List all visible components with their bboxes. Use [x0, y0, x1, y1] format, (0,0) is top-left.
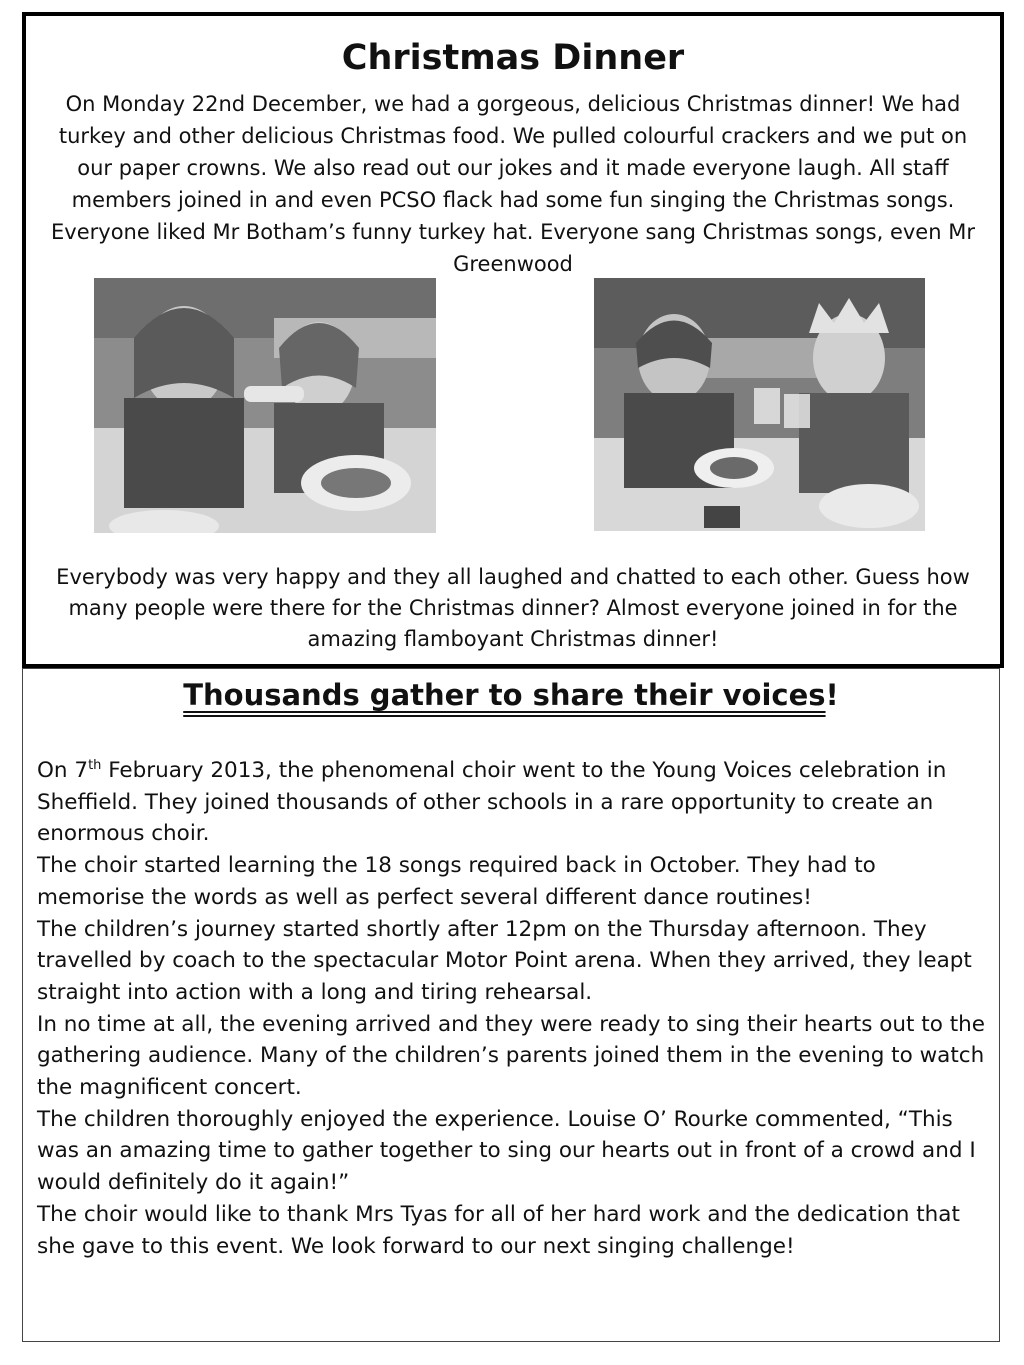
- young-voices-title-text: Thousands gather to share their voices: [183, 678, 826, 712]
- p1-pre: On 7: [37, 758, 89, 783]
- paragraph-4: In no time at all, the evening arrived and they were ready to sing their hearts out to the gathering audience. Many of the children’s parents joined them in the evening to watch the magnificent concert.: [37, 1011, 985, 1101]
- paragraph-1: [37, 755, 987, 850]
- christmas-dinner-article: [22, 12, 1004, 668]
- christmas-dinner-outro: Everybody was very happy and they all laughed and chatted to each other. Guess how many people were there for the Christmas dinner? Almost everyone joined in for the amazing flamboyant Christmas dinner!: [56, 565, 970, 651]
- paragraph-5: The children thoroughly enjoyed the experience. Louise O’ Rourke commented, “This was an amazing time to gather together to sing our hearts out in front of a crowd and I would definitely do it again!”: [37, 1106, 976, 1196]
- young-voices-article: [22, 668, 1000, 1342]
- p1-post: February 2013, the phenomenal choir went to the Young Voices celebration in Sheffield. They joined thousands of other schools in a rare opportunity to create an enormous choir.: [37, 758, 947, 847]
- p1-sup: th: [88, 757, 102, 773]
- photo-girls-pulling-cracker: [94, 278, 436, 533]
- young-voices-title: [23, 677, 999, 713]
- paragraph-3: The children’s journey started shortly after 12pm on the Thursday afternoon. They travelled by coach to the spectacular Motor Point arena. When they arrived, they leapt straight into action with a long and tiring rehearsal.: [37, 916, 972, 1005]
- photo-boys-toasting-cups: [594, 278, 925, 531]
- christmas-dinner-title: Christmas Dinner: [341, 38, 685, 78]
- young-voices-body: [37, 755, 987, 1262]
- paragraph-2: The choir started learning the 18 songs required back in October. They had to memorise the words as well as perfect several different dance routines!: [37, 853, 876, 910]
- young-voices-title-punct: !: [825, 678, 839, 712]
- paragraph-6: The choir would like to thank Mrs Tyas for all of her hard work and the dedication that she gave to this event. We look forward to our next singing challenge!: [37, 1201, 960, 1259]
- christmas-dinner-intro: On Monday 22nd December, we had a gorgeous, delicious Christmas dinner! We had turkey and other delicious Christmas food. We pulled colourful crackers and we put on our paper crowns. We also read out our jokes and it made everyone laugh. All staff members joined in and even PCSO flack had some fun singing the Christmas songs. Everyone liked Mr Botham’s funny turkey hat. Everyone sang Christmas songs, even Mr Greenwood: [51, 92, 975, 276]
